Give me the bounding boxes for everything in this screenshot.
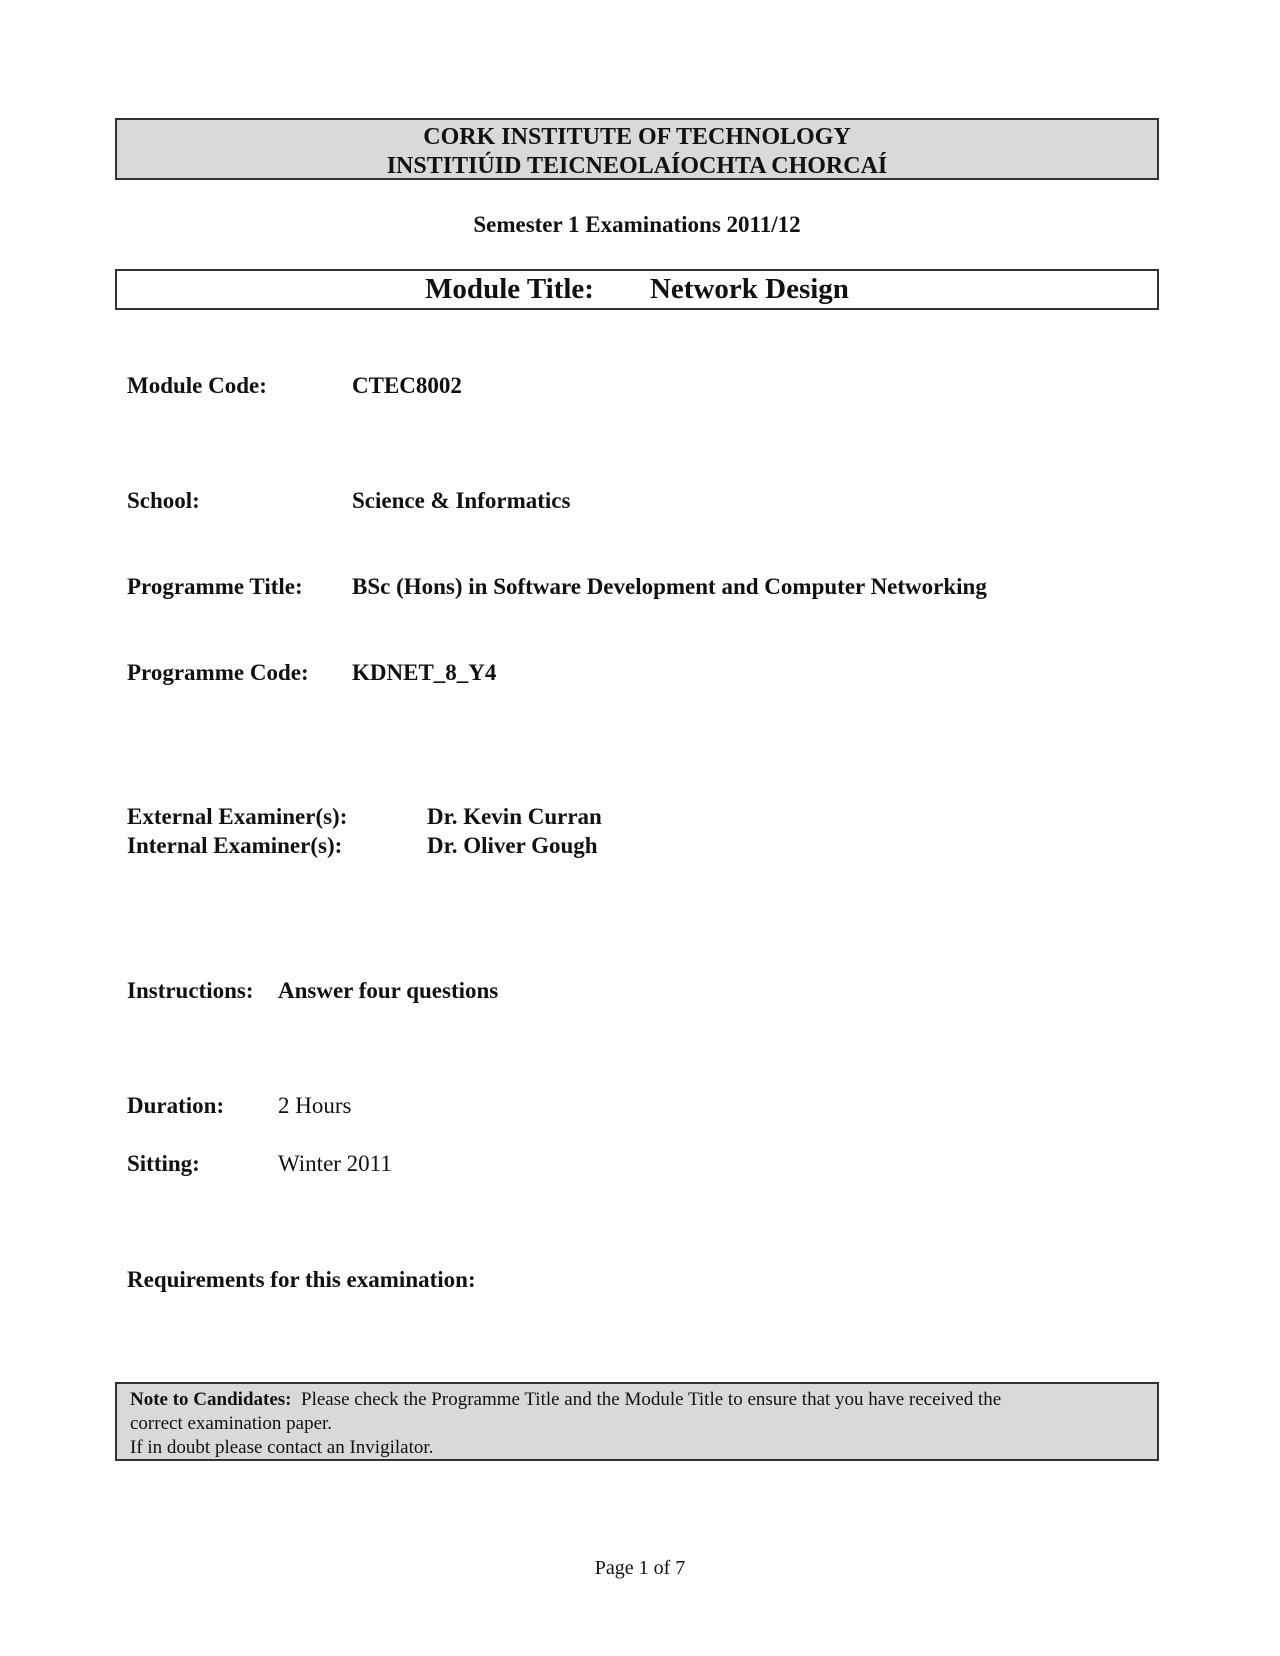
note-line-1 [130,1388,1147,1412]
sitting-value: Winter 2011 [278,1151,392,1176]
programme-code-value: KDNET_8_Y4 [352,660,497,685]
sitting-label: Sitting: [127,1151,200,1176]
institute-name-ga: INSTITIÚID TEICNEOLAÍOCHTA CHORCAÍ [386,153,888,179]
module-code-label: Module Code: [127,373,267,398]
module-title-label: Module Title: [425,273,594,305]
module-code-value: CTEC8002 [352,373,462,398]
external-examiner-value: Dr. Kevin Curran [427,804,602,829]
note-to-candidates-box [115,1382,1159,1461]
institute-header-box [115,118,1159,180]
school-label: School: [127,488,200,513]
programme-title-value: BSc (Hons) in Software Development and Computer Networking [352,574,987,599]
module-title-box [115,269,1159,310]
duration-label: Duration: [127,1093,225,1118]
duration-value: 2 Hours [278,1093,352,1118]
instructions-value: Answer four questions [278,978,499,1003]
exam-session: Semester 1 Examinations 2011/12 [473,212,801,237]
page-number: Page 1 of 7 [594,1557,686,1579]
module-title-value: Network Design [649,273,849,305]
note-line-2: correct examination paper. [130,1413,333,1434]
note-label: Note to Candidates: [130,1389,292,1410]
internal-examiner-value: Dr. Oliver Gough [427,833,598,858]
internal-examiner-label: Internal Examiner(s): [127,833,343,858]
requirements-heading: Requirements for this examination: [127,1267,476,1292]
programme-code-label: Programme Code: [127,660,309,685]
instructions-label: Instructions: [127,978,254,1003]
institute-name-en: CORK INSTITUTE OF TECHNOLOGY [423,124,851,150]
programme-title-label: Programme Title: [127,574,303,599]
external-examiner-label: External Examiner(s): [127,804,348,829]
note-line-3: If in doubt please contact an Invigilator. [130,1437,434,1458]
school-value: Science & Informatics [352,488,571,513]
note-text-1: Please check the Programme Title and the Module Title to ensure that you have received the [301,1389,1002,1410]
